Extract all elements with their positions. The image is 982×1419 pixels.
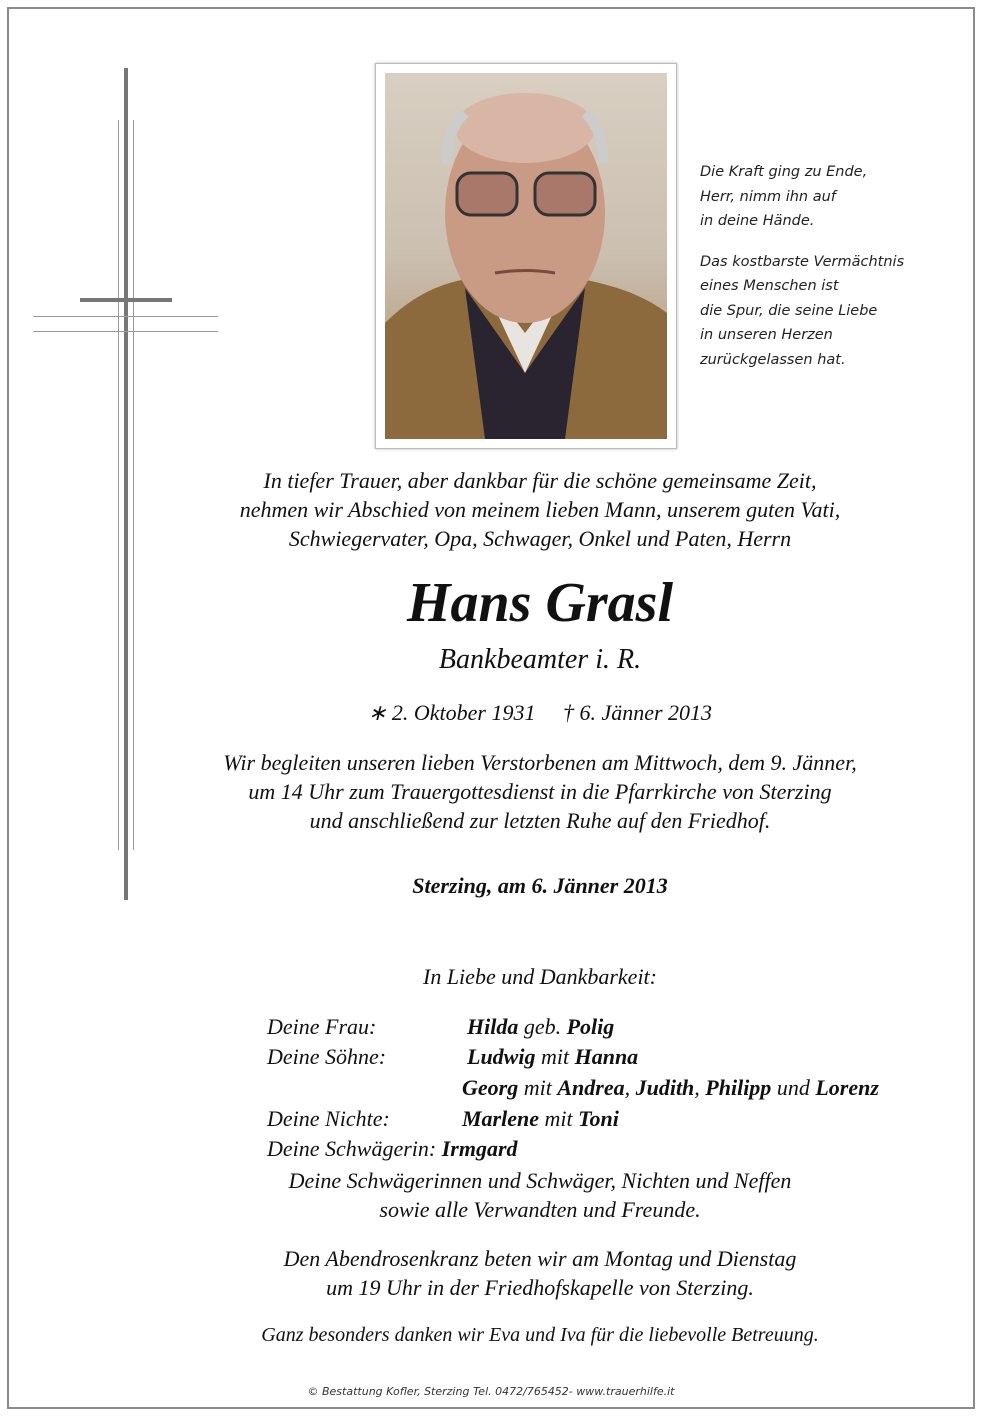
funeral-text: Wir begleiten unseren lieben Verstorbenen am Mittwoch, dem 9. Jänner, um 14 Uhr zum Trauergottesdienst in die Pfarrkirche von Sterzing und anschließend zur letzten Ruhe auf den Friedhof. <box>223 750 857 833</box>
intro-text: In tiefer Trauer, aber dankbar für die schöne gemeinsame Zeit, nehmen wir Abschied von meinem lieben Mann, unserem guten Vati, Schwiegervater, Opa, Schwager, Onkel und Paten, Herrn <box>239 468 841 551</box>
family-son-1: Ludwig mit Hanna <box>467 1044 639 1069</box>
rosary-text: Den Abendrosenkranz beten wir am Montag und Dienstag um 19 Uhr in der Friedhofskapelle von Sterzing. <box>283 1246 797 1300</box>
portrait-photo <box>385 73 667 439</box>
family-niece: Marlene mit Toni <box>462 1106 619 1131</box>
birth-date: ∗ 2. Oktober 1931 <box>367 700 536 725</box>
life-dates <box>120 698 960 727</box>
family-sister-in-law: Deine Schwägerin: Irmgard <box>267 1136 518 1161</box>
death-notice: Die Kraft ging zu Ende, Herr, nimm ihn auf in deine Hände. Das kostbarste Vermächtnis eines Menschen ist die Spur, die seine Liebe in unseren Herzen zurückgelassen hat. In tiefer Trauer, aber dankbar für die schöne gemeinsame Zeit, nehmen wir Abschied von meinem lieben Mann, unserem guten Vati, Schwiegervater, Opa, Schwager, Onkel und Paten, Herrn Hans Grasl Bankbeamter i. R. ∗ 2. Oktober 1931 † 6. Jänner 2013 Wir begleiten unseren lieben Verstorbenen am Mittwoch, dem 9. Jänner, um 14 Uhr zum Trauergottesdienst in die Pfarrkirche von Sterzing und anschließend zur letzten Ruhe auf den Friedhof. Sterzing, am 6. Jänner 2013 In Liebe und Dankbarkeit: Deine Frau: Hilda geb. Polig Deine Söhne: Ludwig mit Hanna Georg mit Andrea, Judith, Philipp und Lorenz Deine Nichte: Marlene mit Toni Deine Schwägerin: Irmgard Deine Schwägerinnen und Schwäger, Nichten und Neffen sowie alle Verwandten und Freunde. Den Abendrosenkranz beten wir am Montag und Dienstag um 19 Uhr in der Friedhofskapelle von Sterzing. Ganz besonders danken wir Eva und Iva für die liebevolle Betreuung. © Bestattung Kofler, Sterzing Tel. 0472/765452- www.trauerhilfe.it <box>0 0 982 1419</box>
poem: Die Kraft ging zu Ende, Herr, nimm ihn auf in deine Hände. Das kostbarste Vermächtnis eines Menschen ist die Spur, die seine Liebe in unseren Herzen zurückgelassen hat. <box>700 164 905 368</box>
love-line: In Liebe und Dankbarkeit: <box>423 964 657 989</box>
family-son-2: Georg mit Andrea, Judith, Philipp und Lorenz <box>462 1075 879 1100</box>
deceased-name: Hans Grasl <box>406 572 674 634</box>
portrait-photo-frame <box>375 63 677 449</box>
family-others: Deine Schwägerinnen und Schwäger, Nichten und Neffen sowie alle Verwandten und Freunde. <box>288 1168 792 1222</box>
profession: Bankbeamter i. R. <box>438 644 642 675</box>
thanks-text: Ganz besonders danken wir Eva und Iva für die liebevolle Betreuung. <box>261 1324 819 1346</box>
footer-credit: © Bestattung Kofler, Sterzing Tel. 0472/765452- www.trauerhilfe.it <box>307 1385 675 1398</box>
family-wife: Hilda geb. Polig <box>467 1014 615 1039</box>
death-date: † 6. Jänner 2013 <box>562 700 713 725</box>
place-date: Sterzing, am 6. Jänner 2013 <box>412 873 668 898</box>
